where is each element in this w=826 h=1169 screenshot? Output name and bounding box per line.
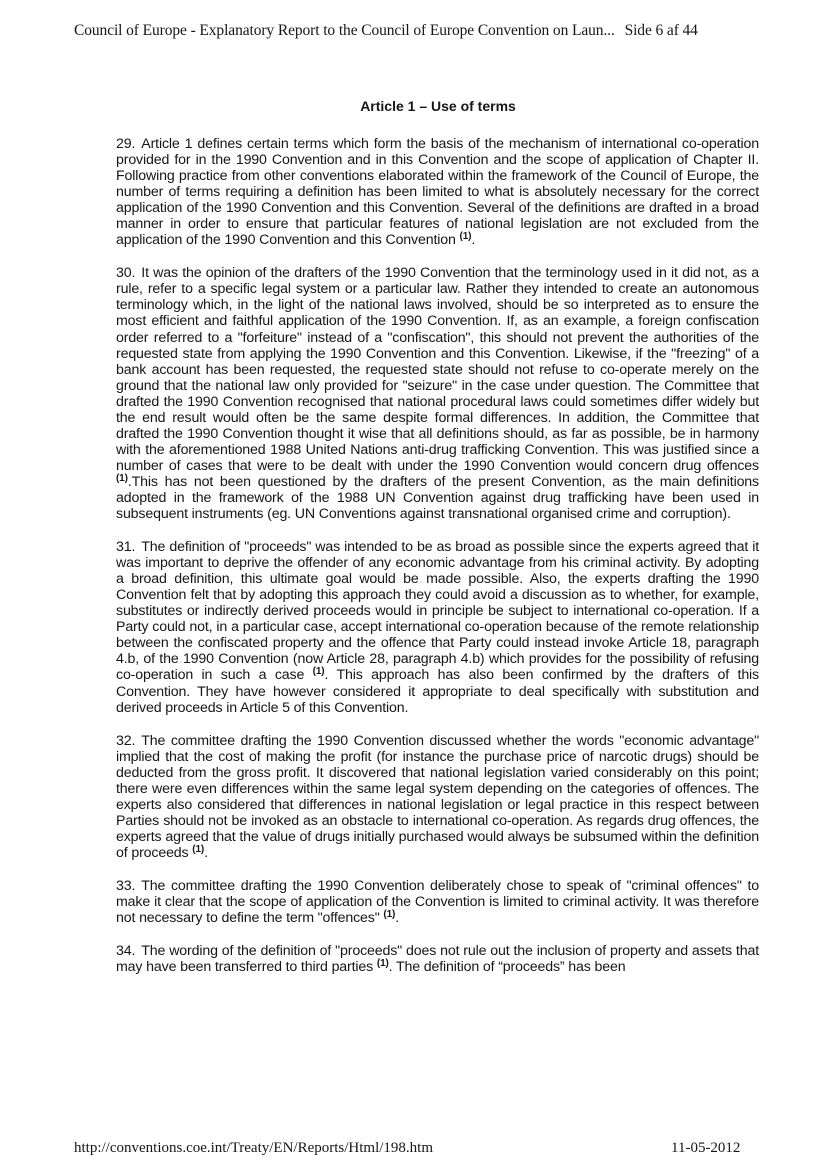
footnote-reference[interactable]: (1) <box>312 666 325 678</box>
paragraph-number: 29. <box>116 136 136 152</box>
paragraph-30 <box>116 265 759 522</box>
paragraph-34 <box>116 943 759 975</box>
paragraph-32 <box>116 733 759 861</box>
paragraph-text: The wording of the definition of "proceeds" does not rule out the inclusion of property and assets that may have been transferred to third parties <box>116 943 759 976</box>
article-title: Article 1 – Use of terms <box>360 98 516 114</box>
footnote-reference[interactable]: (1) <box>376 958 389 970</box>
page-header <box>74 22 764 40</box>
paragraph-number: 30. <box>116 265 136 282</box>
paragraph-31 <box>116 539 759 716</box>
paragraph-text: .This has not been questioned by the drafters of the present Convention, as the main definitions adopted in the framework of the 1988 UN Convention against drug trafficking have been used in subsequent instruments (eg. UN Conventions against transnational organised crime and corruption). <box>116 473 759 523</box>
page-number: Side 6 af 44 <box>624 22 698 39</box>
paragraph-number: 34. <box>116 943 136 960</box>
footnote-reference[interactable]: (1) <box>459 231 472 243</box>
paragraph-number: 33. <box>116 877 136 894</box>
paragraph-text: . This approach has also been confirmed by the drafters of this Convention. They have however considered it appropriate to deal specifically with substitution and derived proceeds in Article 5 of this Convention. <box>116 667 759 716</box>
paragraph-text: Article 1 defines certain terms which form the basis of the mechanism of international co-operation provided for in the 1990 Convention and in this Convention and the scope of application of Chapter II. Following practice from other conventions elaborated within the framework of the Council of Europe, the number of terms requiring a definition has been limited to what is absolutely necessary for the correct application of the 1990 Convention and this Convention. Several of the definitions are drafted in a broad manner in order to ensure that particular features of national legislation are not excluded from the application of the 1990 Convention and this Convention <box>116 136 759 249</box>
footnote-reference[interactable]: (1) <box>116 472 128 484</box>
paragraph-text: . <box>204 844 208 861</box>
paragraph-text: The committee drafting the 1990 Convention discussed whether the words "economic advantage" implied that the cost of making the profit (for instance the purchase price of narcotic drugs) should be deducted from the gross profit. It discovered that national legislation varied considerably on this point; there were even differences within the same legal system depending on the categories of offences. The experts also considered that differences in national legislation or legal practice in this respect between Parties should not be invoked as an obstacle to international co-operation. As regards drug offences, the experts agreed that the value of drugs initially purchased would always be subsumed within the definition of proceeds <box>116 732 759 861</box>
paragraph-text: It was the opinion of the drafters of the 1990 Convention that the terminology used in it did not, as a rule, refer to a specific legal system or a particular law. Rather they intended to create an autonomous terminology which, in the light of the national laws involved, should be so interpreted as to ensure the most efficient and faithful application of the 1990 Convention. If, as an example, a foreign confiscation order referred to a "forfeiture" instead of a "confiscation", this should not prevent the authorities of the requested state from applying the 1990 Convention and this Convention. Likewise, if the "freezing" of a bank account has been requested, the requested state should not refuse to co-operate merely on the ground that the national law only provided for "seizure" in the case under question. The Committee that drafted the 1990 Convention recognised that national procedural laws could sometimes differ widely but the end result would often be the same despite formal differences. In addition, the Committee that drafted the 1990 Convention thought it wise that all definitions should, as far as possible, be in harmony with the aforementioned 1988 United Nations anti-drug trafficking Convention. This was justified since a number of cases that were to be dealt with under the 1990 Convention would concern drug offences <box>116 265 759 474</box>
paragraph-29 <box>116 136 759 248</box>
paragraph-text: The definition of "proceeds" was intended to be as broad as possible since the experts agreed that it was important to deprive the offender of any economic advantage from his criminal activity. By adopting a broad definition, this ultimate goal would be made possible. Also, the experts drafting the 1990 Convention felt that by adopting this approach they could avoid a discussion as to whether, for example, substitutes or indirectly derived proceeds would in principle be subject to international co-operation. If a Party could not, in a particular case, accept international co-operation because of the remote relationship between the confiscated property and the offence that Party could instead invoke Article 18, paragraph 4.b, of the 1990 Convention (now Article 28, paragraph 4.b) which provides for the possibility of refusing co-operation in such a case <box>116 539 759 684</box>
document-body <box>116 136 759 992</box>
paragraph-text: The committee drafting the 1990 Convention deliberately chose to speak of "criminal offences" to make it clear that the scope of application of the Convention is limited to criminal activity. It was therefore not necessary to define the term "offences" <box>116 877 759 927</box>
paragraph-text: . <box>471 232 476 249</box>
footer-url[interactable]: http://conventions.coe.int/Treaty/EN/Reports/Html/198.htm <box>74 1140 434 1156</box>
footnote-reference[interactable]: (1) <box>192 843 205 855</box>
paragraph-text: . <box>395 910 399 927</box>
paragraph-33 <box>116 878 759 926</box>
paragraph-number: 31. <box>116 539 136 556</box>
footer-date: 11-05-2012 <box>671 1140 741 1156</box>
paragraph-text: . The definition of “proceeds” has been <box>388 959 626 976</box>
header-title: Council of Europe - Explanatory Report to the Council of Europe Convention on Laun... <box>74 22 615 39</box>
paragraph-number: 32. <box>116 732 136 749</box>
footnote-reference[interactable]: (1) <box>383 909 396 921</box>
